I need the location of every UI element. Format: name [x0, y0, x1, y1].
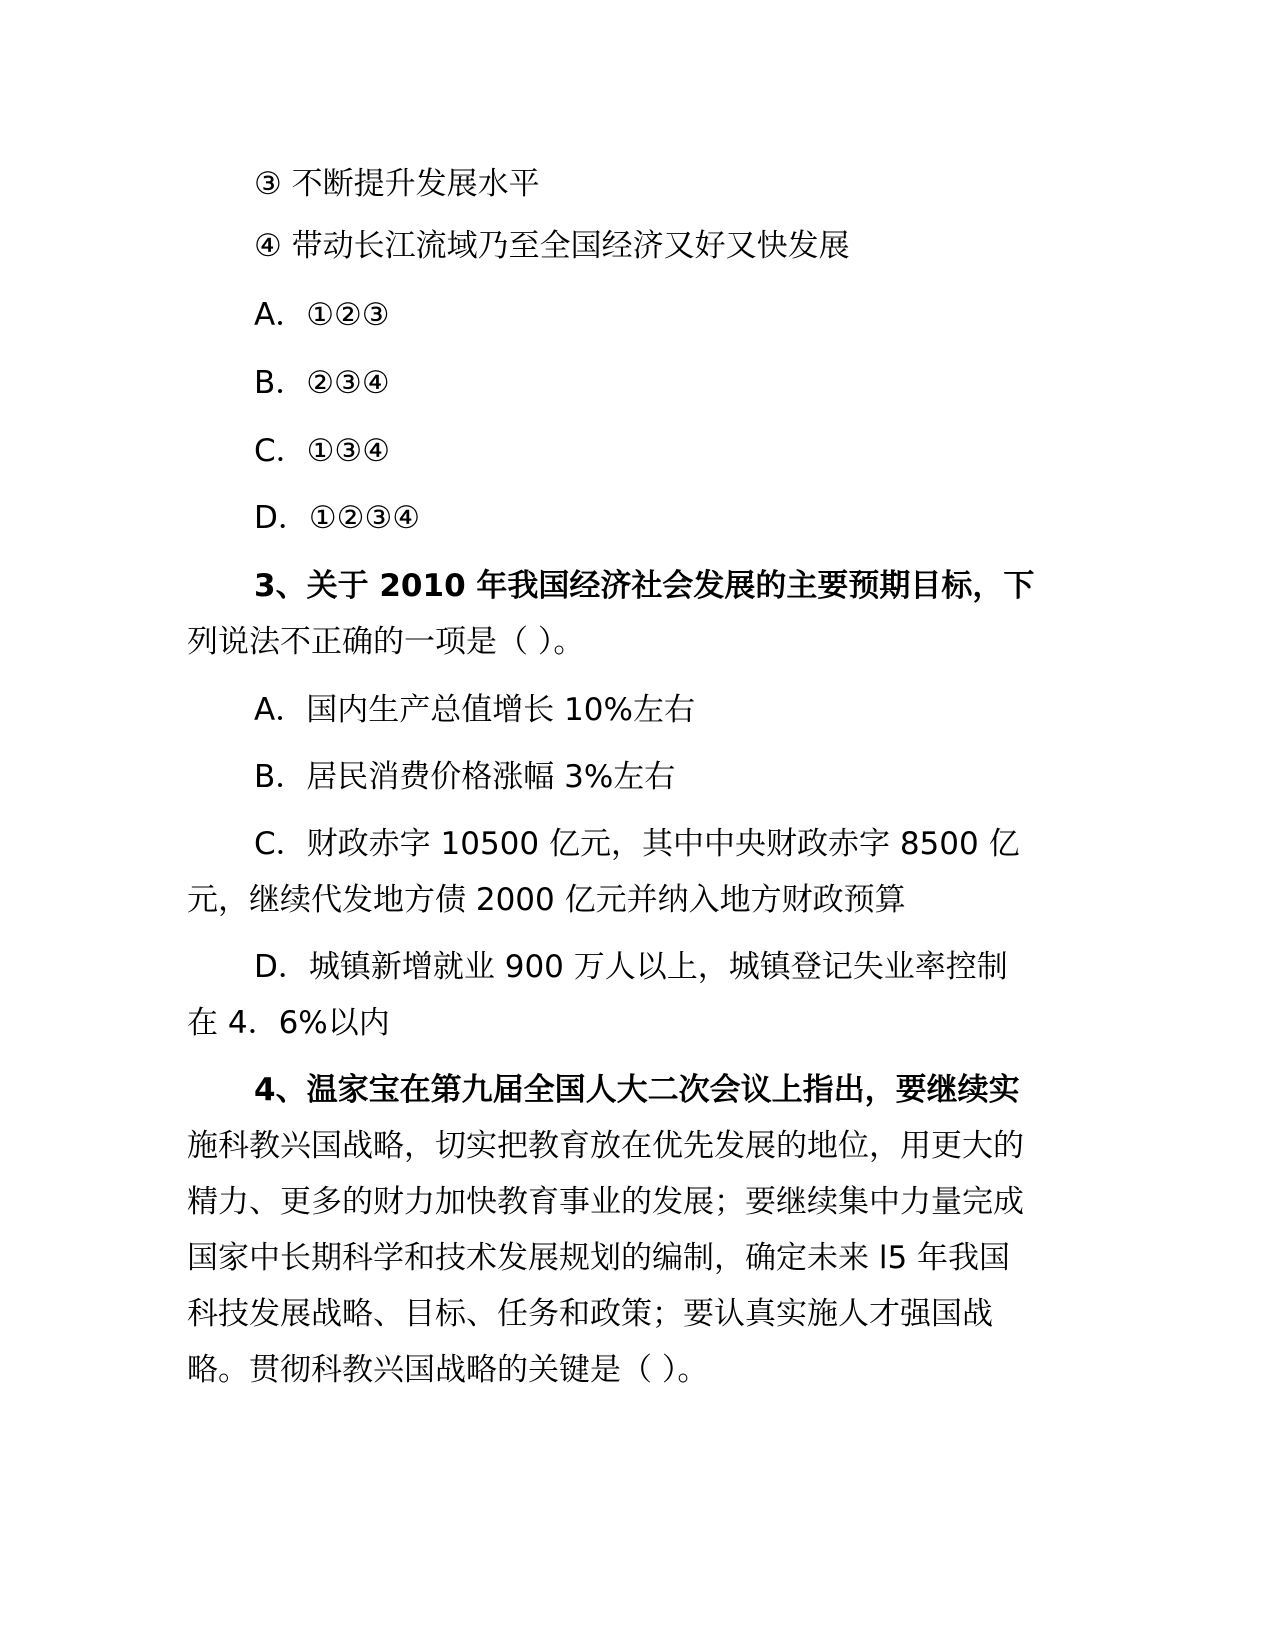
q4-stem-line-4: 国家中长期科学和技术发展规划的编制，确定未来 l5 年我国: [187, 1240, 1011, 1276]
q3-stem-line-1: 3、关于 2010 年我国经济社会发展的主要预期目标，下: [254, 568, 1035, 604]
q3-choice-a: A．国内生产总值增长 10%左右: [254, 692, 695, 728]
q3-stem-line-2: 列说法不正确的一项是（ ）。: [187, 624, 585, 660]
q2-choice-a: A．①②③: [254, 297, 390, 333]
q3-choice-c-line-2: 元，继续代发地方债 2000 亿元并纳入地方财政预算: [187, 882, 906, 918]
option-item-4: ④ 带动长江流域乃至全国经济又好又快发展: [254, 228, 850, 264]
q3-choice-c-line-1: C．财政赤字 10500 亿元，其中中央财政赤字 8500 亿: [254, 826, 1020, 862]
q4-stem-line-6: 略。贯彻科教兴国战略的关键是（ ）。: [187, 1352, 709, 1388]
q4-stem-line-3: 精力、更多的财力加快教育事业的发展；要继续集中力量完成: [187, 1184, 1024, 1220]
q4-stem-line-1: 4、温家宝在第九届全国人大二次会议上指出，要继续实: [254, 1072, 1020, 1108]
q4-stem-line-5: 科技发展战略、目标、任务和政策；要认真实施人才强国战: [187, 1296, 993, 1332]
q4-stem-line-2: 施科教兴国战略，切实把教育放在优先发展的地位，用更大的: [187, 1128, 1024, 1164]
q2-choice-c: C．①③④: [254, 433, 391, 469]
q2-choice-b: B．②③④: [254, 365, 390, 401]
option-item-3: ③ 不断提升发展水平: [254, 166, 540, 202]
q3-choice-b: B．居民消费价格涨幅 3%左右: [254, 759, 676, 795]
q3-choice-d-line-2: 在 4．6%以内: [187, 1005, 390, 1041]
q2-choice-d: D．①②③④: [254, 500, 421, 536]
q3-choice-d-line-1: D．城镇新增就业 900 万人以上，城镇登记失业率控制: [254, 949, 1008, 985]
